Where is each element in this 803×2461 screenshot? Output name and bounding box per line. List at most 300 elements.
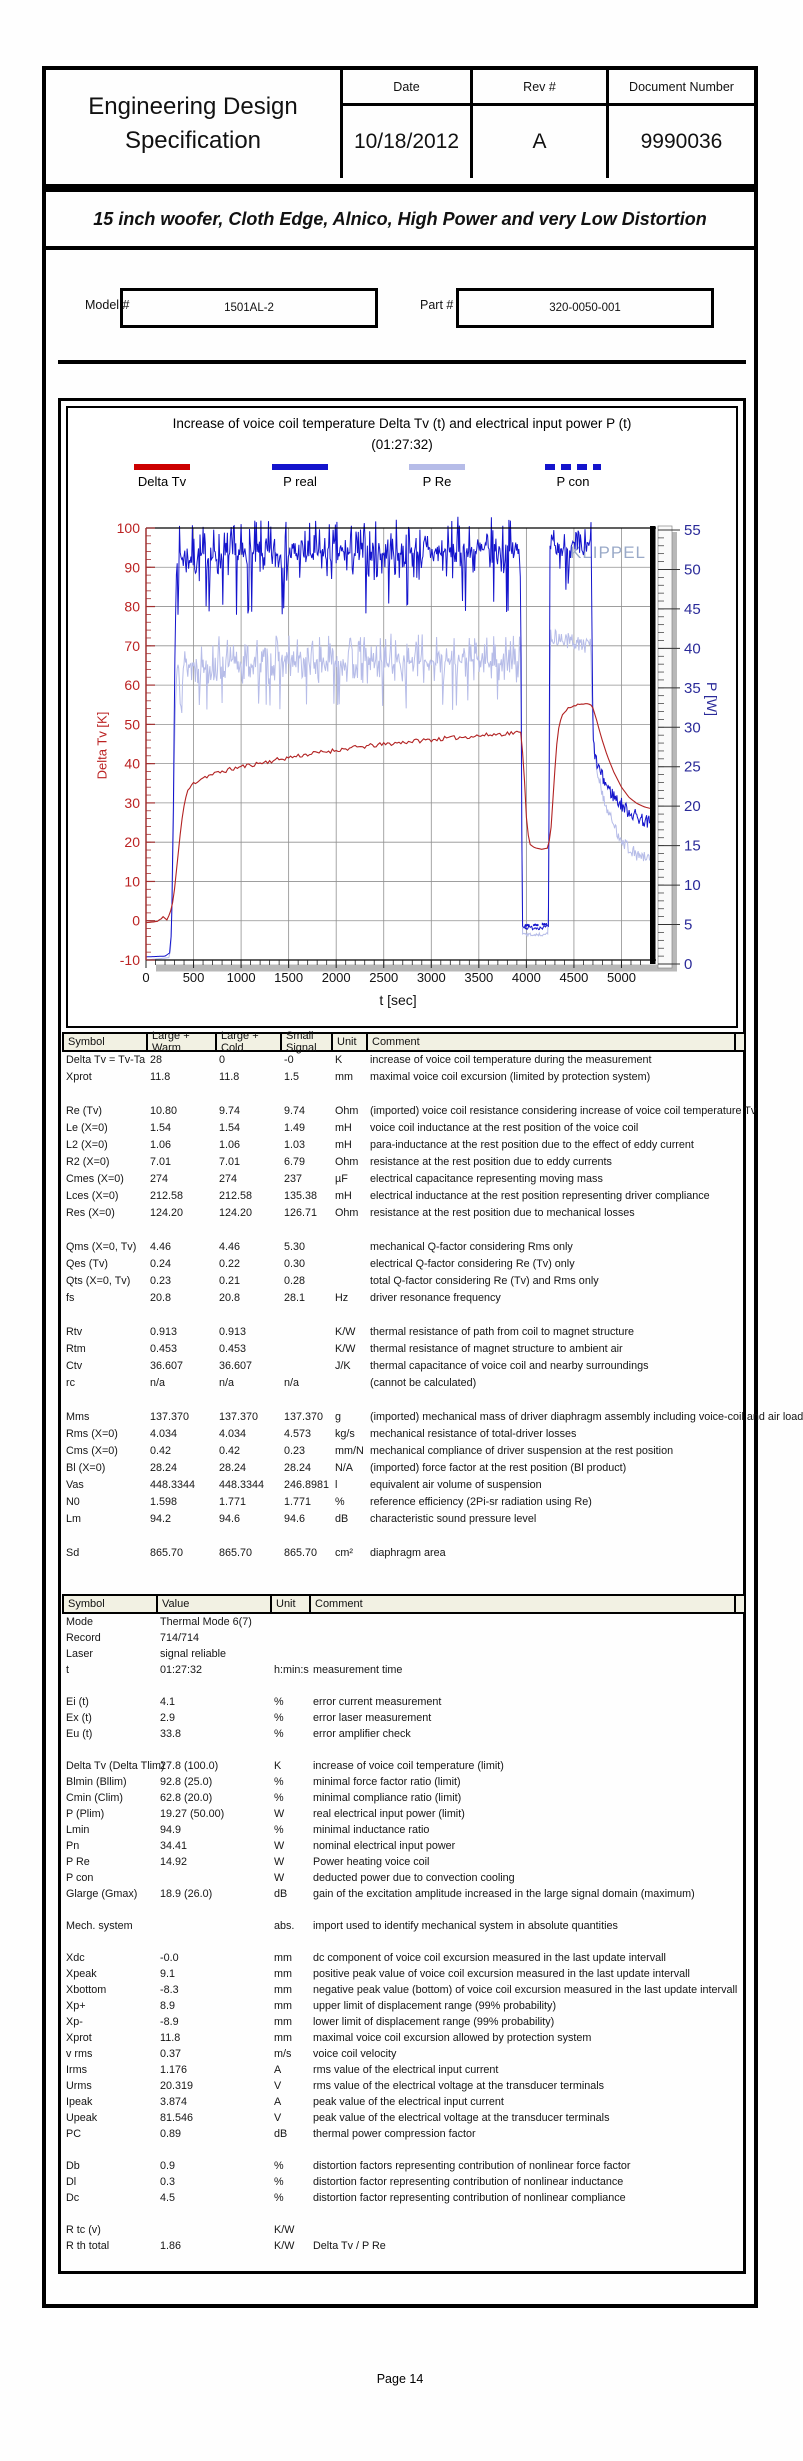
cell-symbol: Rtm	[66, 1343, 86, 1355]
table-row	[62, 2046, 744, 2062]
cell-unit: %	[274, 1696, 284, 1708]
cell-value3: 0.23	[284, 1445, 306, 1457]
table-header-comment: Comment	[309, 1596, 736, 1612]
cell-symbol: Qes (Tv)	[66, 1258, 108, 1270]
cell-value3	[280, 1358, 331, 1375]
cell-comment: deducted power due to convection cooling	[313, 1872, 515, 1884]
table-row	[62, 1137, 744, 1154]
x-tick-label: 4500	[559, 970, 589, 985]
cell-comment: measurement time	[313, 1664, 403, 1676]
legend-label: P real	[283, 474, 317, 489]
cell-symbol: Blmin (Bllim)	[66, 1776, 127, 1788]
cell-value: 8.9	[160, 2000, 176, 2012]
cell-unit: mm/N	[335, 1445, 364, 1457]
table-row	[62, 1188, 744, 1205]
cell-symbol: Delta Tv = Tv-Ta	[66, 1054, 146, 1066]
right-tick-label: 50	[684, 561, 701, 579]
cell-unit: mm	[274, 2032, 292, 2044]
date-label: Date	[340, 70, 470, 106]
x-axis-label: t [sec]	[379, 992, 417, 1008]
cell-value1: 0.453	[150, 1343, 178, 1355]
cell-unit	[270, 1646, 309, 1662]
cell-value2: 1.54	[219, 1122, 241, 1134]
table-header-row	[62, 1594, 744, 1614]
table-spacer-row	[62, 1392, 744, 1409]
cell-value1: 865.70	[150, 1547, 184, 1559]
cell-unit: µF	[335, 1173, 348, 1185]
cell-value2: 7.01	[219, 1156, 241, 1168]
cell-symbol: Xprot	[66, 2032, 92, 2044]
cell-value1: 274	[150, 1173, 169, 1185]
cell-comment: peak value of the electrical voltage at the transducer terminals	[313, 2112, 610, 2124]
cell-value1: 28.24	[150, 1462, 178, 1474]
cell-symbol: Cmes (X=0)	[66, 1173, 124, 1185]
cell-value: -8.9	[160, 2016, 179, 2028]
cell-value: 0.9	[160, 2160, 176, 2172]
cell-value1: 28	[150, 1054, 163, 1066]
table-row	[62, 1273, 744, 1290]
cell-value3: n/a	[284, 1377, 300, 1389]
table-header-unit: Unit	[270, 1596, 309, 1612]
left-tick-label: 0	[132, 912, 140, 929]
cell-comment: (imported) mechanical mass of driver diaphragm assembly including voice-coil and air load	[370, 1411, 803, 1423]
table-row	[62, 2030, 744, 2046]
x-tick-label: 1000	[226, 970, 256, 985]
cell-value2: 0.21	[219, 1275, 241, 1287]
cell-value2: 448.3344	[219, 1479, 265, 1491]
cell-symbol: P Re	[66, 1856, 90, 1868]
ruler-shadow	[672, 532, 677, 968]
cell-comment: electrical capacitance representing moving mass	[370, 1173, 603, 1185]
legend-label: P con	[556, 474, 590, 489]
cell-comment: increase of voice coil temperature during the measurement	[370, 1054, 652, 1066]
cell-unit: mm	[335, 1071, 353, 1083]
cell-value3	[280, 1324, 331, 1341]
cell-unit: N/A	[335, 1462, 353, 1474]
cell-symbol: Lm	[66, 1513, 81, 1525]
table-row	[62, 1646, 744, 1662]
cell-value	[156, 1918, 270, 1934]
table-header-row	[62, 1032, 744, 1052]
cell-comment: equivalent air volume of suspension	[370, 1479, 542, 1491]
cell-comment: electrical inductance at the rest position representing driver compliance	[370, 1190, 710, 1202]
cell-value3: -0	[284, 1054, 294, 1066]
right-tick-label: 30	[684, 719, 701, 737]
table-row	[62, 1171, 744, 1188]
cell-value: 01:27:32	[160, 1664, 203, 1676]
cell-comment: minimal force factor ratio (limit)	[313, 1776, 461, 1788]
cell-value2: 1.771	[219, 1496, 247, 1508]
cell-symbol: Lces (X=0)	[66, 1190, 119, 1202]
cell-value2: 36.607	[219, 1360, 253, 1372]
cell-value2: 865.70	[219, 1547, 253, 1559]
cell-symbol: v rms	[66, 2048, 93, 2060]
cell-value: signal reliable	[160, 1648, 227, 1660]
cell-comment: import used to identify mechanical system in absolute quantities	[313, 1920, 618, 1932]
table-row	[62, 1758, 744, 1774]
cell-value2: 0.913	[219, 1326, 247, 1338]
table-row	[62, 1443, 744, 1460]
table-row	[62, 2174, 744, 2190]
cell-value: -8.3	[160, 1984, 179, 1996]
cell-comment: dc component of voice coil excursion measured in the last update intervall	[313, 1952, 666, 1964]
cell-comment: error laser measurement	[313, 1712, 432, 1724]
left-tick-label: 80	[124, 598, 140, 615]
cell-value1: 94.2	[150, 1513, 172, 1525]
table-row	[62, 1494, 744, 1511]
cell-unit: W	[274, 1872, 285, 1884]
cell-symbol: Re (Tv)	[66, 1105, 102, 1117]
cell-unit: %	[274, 2192, 284, 2204]
cell-symbol: R tc (v)	[66, 2224, 101, 2236]
table-row	[62, 1870, 744, 1886]
page-number: Page 14	[376, 2372, 424, 2386]
cell-comment: distortion factor representing contribution of nonlinear inductance	[313, 2176, 624, 2188]
cell-comment: characteristic sound pressure level	[370, 1513, 537, 1525]
cell-symbol: rc	[66, 1377, 75, 1389]
model-value: 1501AL-2	[224, 302, 274, 314]
cell-comment	[309, 1646, 736, 1662]
table-row	[62, 2110, 744, 2126]
table-spacer-row	[62, 1742, 744, 1758]
table-header-large-cold: Large + Cold	[215, 1034, 280, 1050]
table-row	[62, 1545, 744, 1562]
cell-value3: 1.49	[284, 1122, 306, 1134]
cell-value2: 9.74	[219, 1105, 241, 1117]
cell-value2: 0	[219, 1054, 226, 1066]
cell-value: 20.319	[160, 2080, 194, 2092]
table-row	[62, 1120, 744, 1137]
cell-comment: nominal electrical input power	[313, 1840, 456, 1852]
cell-comment: upper limit of displacement range (99% probability)	[313, 2000, 557, 2012]
parameters-table	[62, 1030, 803, 1562]
cell-unit: %	[274, 2160, 284, 2172]
cell-unit: mH	[335, 1122, 352, 1134]
table-row	[62, 1694, 744, 1710]
cell-symbol: Xp+	[66, 2000, 86, 2012]
table-row	[62, 1982, 744, 1998]
cell-symbol: Cms (X=0)	[66, 1445, 118, 1457]
table-row	[62, 1790, 744, 1806]
cell-comment: distortion factors representing contribution of nonlinear force factor	[313, 2160, 631, 2172]
cell-unit: Ohm	[335, 1207, 359, 1219]
cell-unit	[331, 1273, 366, 1290]
right-tick-label: 55	[684, 522, 701, 539]
cell-symbol: R2 (X=0)	[66, 1156, 110, 1168]
right-tick-label: 25	[684, 758, 701, 776]
product-subtitle: 15 inch woofer, Cloth Edge, Alnico, High Power and very Low Distortion	[93, 208, 707, 229]
cell-comment: thermal resistance of path from coil to magnet structure	[370, 1326, 635, 1338]
cell-comment: voice coil velocity	[313, 2048, 397, 2060]
document-number-value: 9990036	[606, 106, 754, 178]
left-tick-label: 10	[124, 873, 140, 890]
table-spacer-row	[62, 1902, 744, 1918]
table-header-unit: Unit	[331, 1034, 366, 1050]
cell-unit: kg/s	[335, 1428, 355, 1440]
cell-value1: n/a	[150, 1377, 166, 1389]
table-row	[62, 1460, 744, 1477]
cell-symbol: Le (X=0)	[66, 1122, 108, 1134]
cell-symbol: P (Plim)	[66, 1808, 105, 1820]
cell-unit: mm	[274, 1968, 292, 1980]
cell-comment: total Q-factor considering Re (Tv) and Rms only	[370, 1275, 599, 1287]
cell-symbol: Db	[66, 2160, 80, 2172]
right-tick-label: 10	[684, 877, 701, 895]
cell-value3: 246.8981	[284, 1479, 330, 1491]
cell-unit: mH	[335, 1139, 352, 1151]
cell-comment: thermal power compression factor	[313, 2128, 476, 2140]
table-row	[62, 2222, 744, 2238]
right-tick-label: 40	[684, 640, 701, 658]
cell-comment: thermal resistance of magnet structure to ambient air	[370, 1343, 623, 1355]
cell-value2: 4.46	[219, 1241, 241, 1253]
table-header-small-signal: Small Signal	[280, 1034, 331, 1050]
cell-value1: 1.598	[150, 1496, 178, 1508]
cell-symbol: Mech. system	[66, 1920, 133, 1932]
cell-unit: J/K	[335, 1360, 351, 1372]
cell-value3: 237	[284, 1173, 303, 1185]
table-spacer-row	[62, 1222, 744, 1239]
part-label: Part #	[420, 298, 454, 312]
cell-symbol: t	[66, 1664, 69, 1676]
cell-value2: 20.8	[219, 1292, 241, 1304]
table-row	[62, 2190, 744, 2206]
document-title-line1: Engineering Design	[88, 93, 298, 120]
cell-unit: K	[335, 1054, 343, 1066]
cell-unit: mm	[274, 2000, 292, 2012]
cell-symbol: L2 (X=0)	[66, 1139, 108, 1151]
cell-unit	[331, 1375, 366, 1392]
cell-symbol: Eu (t)	[66, 1728, 93, 1740]
table-header-value: Value	[156, 1596, 270, 1612]
cell-value: 4.5	[160, 2192, 176, 2204]
cell-value1: 4.46	[150, 1241, 172, 1253]
cell-value: 0.89	[160, 2128, 182, 2140]
cell-symbol: Xprot	[66, 1071, 92, 1083]
table-header-symbol: Symbol	[62, 1596, 156, 1612]
cell-value3: 94.6	[284, 1513, 306, 1525]
cell-symbol: fs	[66, 1292, 75, 1304]
cell-comment: error current measurement	[313, 1696, 442, 1708]
cell-symbol: Cmin (Clim)	[66, 1792, 123, 1804]
cell-symbol: Delta Tv (Delta Tlim)	[66, 1760, 165, 1772]
table-row	[62, 1052, 744, 1069]
cell-unit: %	[274, 1824, 284, 1836]
legend-label: Delta Tv	[137, 474, 187, 489]
cell-comment	[309, 1614, 736, 1630]
cell-unit: %	[274, 2176, 284, 2188]
table-row	[62, 2014, 744, 2030]
cell-unit: cm²	[335, 1547, 353, 1559]
cell-comment: voice coil inductance at the rest position of the voice coil	[370, 1122, 639, 1134]
cell-value: 81.546	[160, 2112, 194, 2124]
table-row	[62, 1375, 744, 1392]
table-header-comment: Comment	[366, 1034, 736, 1050]
cell-value: 14.92	[160, 1856, 188, 1868]
cell-value1: 0.913	[150, 1326, 178, 1338]
cell-value1: 36.607	[150, 1360, 184, 1372]
cell-comment: driver resonance frequency	[370, 1292, 501, 1304]
cell-symbol: Dc	[66, 2192, 80, 2204]
cell-value3: 1.5	[284, 1071, 300, 1083]
cell-value3: 6.79	[284, 1156, 306, 1168]
cell-comment: error amplifier check	[313, 1728, 411, 1740]
chart-box	[66, 406, 738, 1028]
product-subtitle-bar	[42, 188, 758, 250]
cell-value3: 9.74	[284, 1105, 306, 1117]
cell-unit: g	[335, 1411, 342, 1423]
cell-value: 11.8	[160, 2032, 181, 2044]
cell-value2: 124.20	[219, 1207, 253, 1219]
cell-value: 62.8 (20.0)	[160, 1792, 213, 1804]
cell-comment: thermal capacitance of voice coil and nearby surroundings	[370, 1360, 649, 1372]
cell-value2: 0.453	[219, 1343, 247, 1355]
cell-value2: 137.370	[219, 1411, 259, 1423]
cell-comment: rms value of the electrical input current	[313, 2064, 499, 2076]
cell-value: Thermal Mode 6(7)	[160, 1616, 252, 1628]
cell-symbol: Xbottom	[66, 1984, 107, 1996]
cell-unit: mH	[335, 1190, 352, 1202]
document-header-table	[42, 66, 758, 188]
cell-value1: 0.24	[150, 1258, 172, 1270]
cell-value: 94.9	[160, 1824, 182, 1836]
cell-comment: mechanical compliance of driver suspension at the rest position	[370, 1445, 674, 1457]
legend-label: P Re	[422, 474, 452, 489]
cell-unit: A	[274, 2064, 282, 2076]
cell-symbol: Sd	[66, 1547, 80, 1559]
cell-unit: %	[335, 1496, 345, 1508]
cell-unit: l	[335, 1479, 338, 1491]
cell-symbol: Mode	[66, 1616, 94, 1628]
left-axis-title: Delta Tv [K]	[94, 711, 110, 780]
cell-unit: %	[274, 1728, 284, 1740]
table-row	[62, 1854, 744, 1870]
cell-unit	[331, 1256, 366, 1273]
cell-unit: h:min:s	[274, 1664, 309, 1676]
cell-symbol: PC	[66, 2128, 81, 2140]
cell-comment: mechanical resistance of total-driver losses	[370, 1428, 577, 1440]
cell-value1: 10.80	[150, 1105, 178, 1117]
model-label: Model #	[85, 298, 130, 312]
cell-value: 714/714	[160, 1632, 200, 1644]
cell-unit: K/W	[274, 2240, 295, 2252]
cell-value3: 5.30	[284, 1241, 306, 1253]
cell-value	[156, 1870, 270, 1886]
part-value-box	[456, 288, 714, 328]
cell-symbol: Mms	[66, 1411, 90, 1423]
cell-value2: 1.06	[219, 1139, 241, 1151]
x-tick-label: 5000	[607, 970, 636, 985]
cell-comment: electrical Q-factor considering Re (Tv) only	[370, 1258, 575, 1270]
table-row	[62, 1822, 744, 1838]
cell-unit: Ohm	[335, 1105, 359, 1117]
cell-symbol: Xpeak	[66, 1968, 97, 1980]
cell-comment: mechanical Q-factor considering Rms only	[370, 1241, 573, 1253]
x-tick-label: 4000	[511, 970, 541, 985]
cell-unit	[331, 1239, 366, 1256]
cell-value2: 28.24	[219, 1462, 247, 1474]
table-row	[62, 1614, 744, 1630]
cell-comment: Delta Tv / P Re	[313, 2240, 386, 2252]
cell-unit: %	[274, 1792, 284, 1804]
table-spacer-row	[62, 1307, 744, 1324]
cell-symbol: N0	[66, 1496, 80, 1508]
cell-unit: dB	[274, 2128, 288, 2140]
x-tick-label: 2000	[321, 970, 351, 985]
table-row	[62, 1154, 744, 1171]
cell-value3: 1.771	[284, 1496, 312, 1508]
chart-title: Increase of voice coil temperature Delta Tv (t) and electrical input power P (t)	[172, 416, 632, 431]
left-tick-label: 70	[124, 637, 140, 654]
cell-unit	[270, 1630, 309, 1646]
cell-unit: Ohm	[335, 1156, 359, 1168]
cell-comment: (imported) voice coil resistance considering increase of voice coil temperature Tv	[370, 1105, 757, 1117]
cell-value1: 124.20	[150, 1207, 184, 1219]
x-tick-label: 1500	[274, 970, 304, 985]
table-row	[62, 2078, 744, 2094]
table-row	[62, 1341, 744, 1358]
cell-unit: mm	[274, 1952, 292, 1964]
left-tick-label: 50	[124, 716, 140, 733]
cell-value1: 20.8	[150, 1292, 172, 1304]
cell-comment: resistance at the rest position due to mechanical losses	[370, 1207, 635, 1219]
cell-unit: Hz	[335, 1292, 349, 1304]
cell-symbol: Ex (t)	[66, 1712, 92, 1724]
cell-unit: K/W	[274, 2224, 295, 2236]
cell-value: 3.874	[160, 2096, 188, 2108]
cell-comment: Power heating voice coil	[313, 1856, 430, 1868]
table-row	[62, 1838, 744, 1854]
table-row	[62, 2126, 744, 2142]
cell-symbol: R th total	[66, 2240, 110, 2252]
cell-unit: m/s	[274, 2048, 292, 2060]
cell-unit: A	[274, 2096, 282, 2108]
cell-symbol: Xdc	[66, 1952, 85, 1964]
cell-comment: (cannot be calculated)	[370, 1377, 477, 1389]
cell-unit: %	[274, 1776, 284, 1788]
cell-value1: 1.54	[150, 1122, 172, 1134]
temperature-power-plot	[68, 408, 736, 1026]
table-row	[62, 1710, 744, 1726]
model-part-strip	[58, 252, 746, 364]
cell-unit: W	[274, 1808, 285, 1820]
cell-value: 34.41	[160, 1840, 188, 1852]
series-delta-tv	[146, 704, 650, 923]
cell-unit: mm	[274, 2016, 292, 2028]
right-tick-label: 20	[684, 798, 701, 816]
rev-value: A	[470, 106, 606, 178]
table-row	[62, 1918, 744, 1934]
left-tick-label: 40	[124, 755, 140, 772]
table-spacer-row	[62, 1086, 744, 1103]
cell-comment: maximal voice coil excursion (limited by protection system)	[370, 1071, 651, 1083]
cell-value: 27.8 (100.0)	[160, 1760, 219, 1772]
cell-value: 4.1	[160, 1696, 176, 1708]
table-spacer-row	[62, 1678, 744, 1694]
date-value: 10/18/2012	[340, 106, 470, 178]
cell-value2: 212.58	[219, 1190, 253, 1202]
cell-value1: 0.23	[150, 1275, 172, 1287]
cell-value1: 0.42	[150, 1445, 172, 1457]
table-row	[62, 2094, 744, 2110]
cell-symbol: Res (X=0)	[66, 1207, 115, 1219]
table-row	[62, 1239, 744, 1256]
table-row	[62, 1205, 744, 1222]
left-tick-label: 30	[124, 794, 140, 811]
cell-comment: resistance at the rest position due to eddy currents	[370, 1156, 612, 1168]
cell-comment: reference efficiency (2Pi-sr radiation using Re)	[370, 1496, 592, 1508]
cell-value: 1.86	[160, 2240, 182, 2252]
